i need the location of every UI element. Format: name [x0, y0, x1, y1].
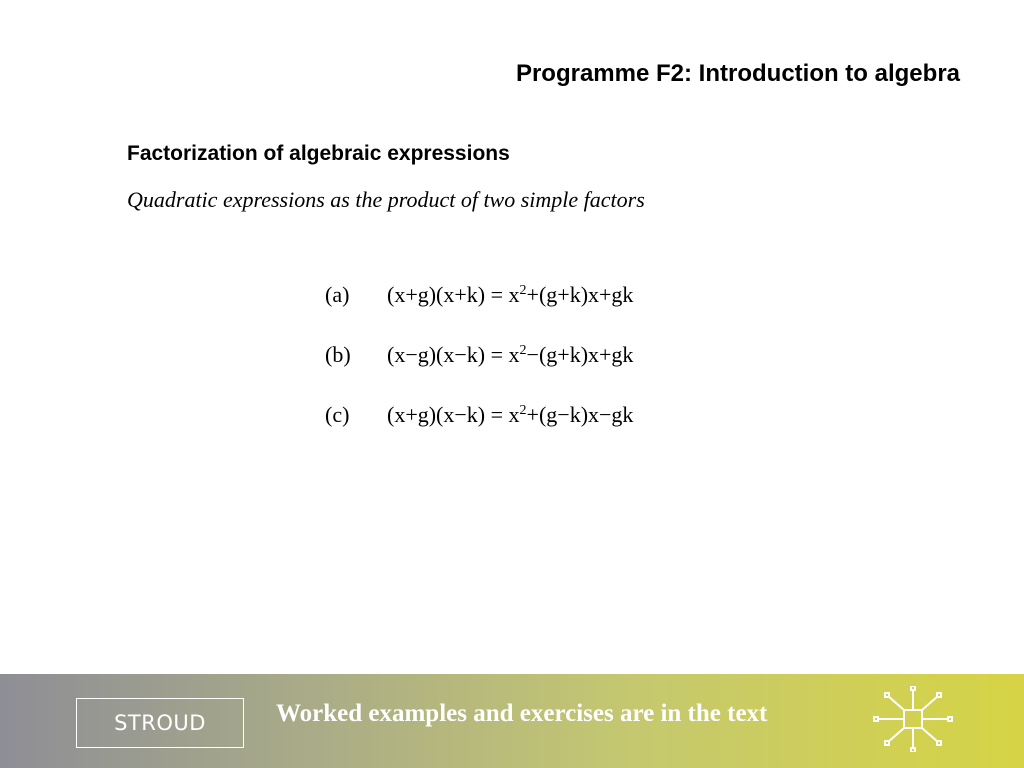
- equation-c: [325, 402, 633, 462]
- page-title: Programme F2: Introduction to algebra: [515, 60, 960, 87]
- equation-formula: $(x-g)(x-k) = x^2-(g+k)x+gk$: [387, 342, 634, 367]
- footer-caption: Worked examples and exercises are in the text: [276, 700, 768, 727]
- equation-rhs-lead: x: [508, 402, 520, 427]
- section-heading: Factorization of algebraic expressions: [127, 142, 510, 165]
- equation-rhs-lead: x: [508, 342, 520, 367]
- equation-exponent: 2: [519, 343, 527, 358]
- equation-exponent: 2: [519, 403, 527, 418]
- equation-exponent: 2: [519, 283, 527, 298]
- equation-formula: $(x+g)(x+k) = x^2+(g+k)x+gk$: [387, 282, 634, 307]
- equation-rhs-lead: x: [508, 282, 520, 307]
- equation-list: [325, 282, 633, 462]
- equation-a: [325, 282, 633, 342]
- equation-label: (a): [325, 282, 350, 307]
- network-icon: [872, 686, 954, 752]
- stroud-logo: STROUD: [76, 698, 244, 748]
- equation-label: (c): [325, 402, 350, 427]
- footer-bar: [0, 674, 1024, 768]
- equation-label: (b): [325, 342, 351, 367]
- equation-b: [325, 342, 633, 402]
- equation-lhs: (x+g)(x+k): [387, 282, 486, 307]
- subheading: Quadratic expressions as the product of two simple factors: [127, 187, 645, 212]
- equation-lhs: (x−g)(x−k): [387, 342, 486, 367]
- equation-rhs-tail: +(g+k)x+gk: [526, 282, 634, 307]
- equation-rhs-tail: −(g+k)x+gk: [526, 342, 634, 367]
- equation-rhs-tail: +(g−k)x−gk: [526, 402, 634, 427]
- equation-formula: $(x+g)(x-k) = x^2+(g-k)x-gk$: [387, 402, 634, 427]
- equation-lhs: (x+g)(x−k): [387, 402, 486, 427]
